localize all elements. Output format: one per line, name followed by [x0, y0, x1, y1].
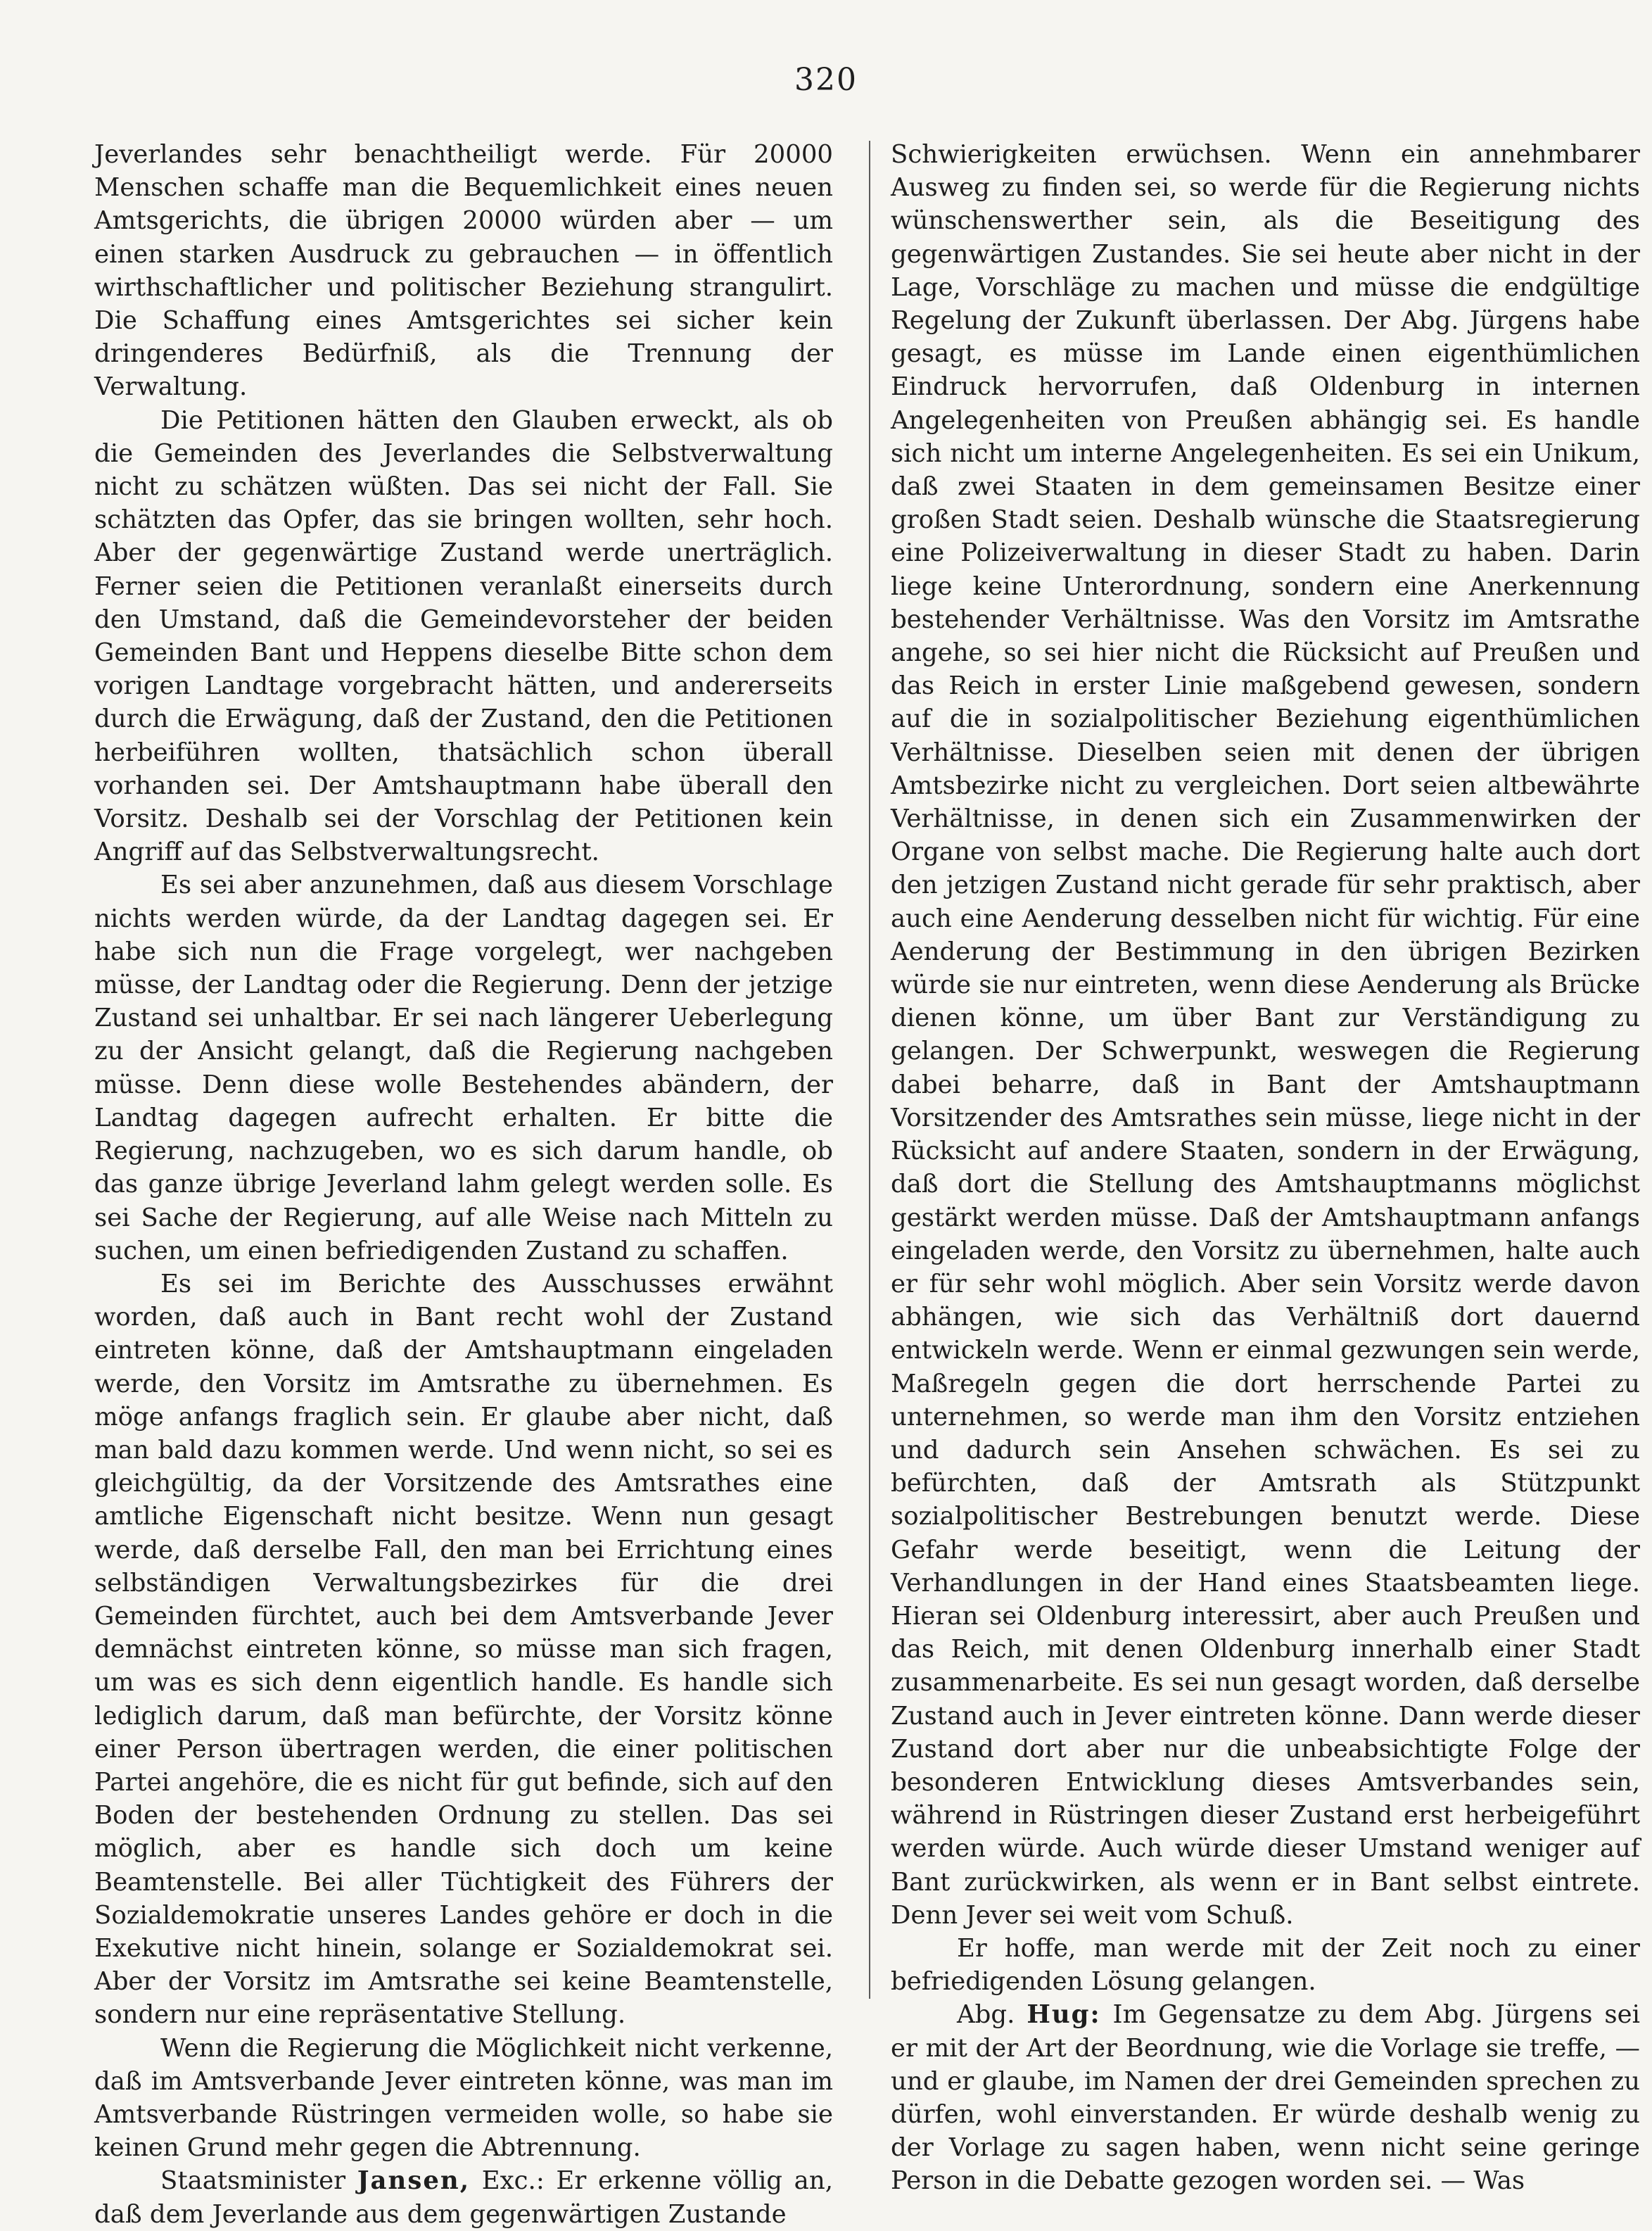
paragraph: Jeverlandes sehr benachtheiligt werde. Für 20000 Menschen schaffe man die Bequemlichkeit eines neuen Amtsgerichts, die übrigen 20000 würden aber — um einen starken Ausdruck zu gebrauchen — in öffentlich wirthschaftlicher und politischer Beziehung strangulirt. Die Schaffung eines Amtsgerichtes sei sicher kein dringenderes Bedürfniß, als die Trennung der Verwaltung.	[94, 140, 833, 402]
paragraph: Wenn die Regierung die Möglichkeit nicht verkenne, daß im Amtsverbande Jever eintreten könne, was man im Amtsverbande Rüstringen vermeiden wolle, so habe sie keinen Grund mehr gegen die Abtrennung.	[94, 2033, 833, 2163]
speaker-paragraph	[94, 2164, 833, 2230]
speaker-paragraph	[891, 1998, 1640, 2197]
paragraph: Schwierigkeiten erwüchsen. Wenn ein annehmbarer Ausweg zu finden sei, so werde für die Regierung nichts wünschenswerther sein, als die Beseitigung des gegenwärtigen Zustandes. Sie sei heute aber nicht in der Lage, Vorschläge zu machen und müsse die endgültige Regelung der Zukunft überlassen. Der Abg. Jürgens habe gesagt, es müsse im Lande einen eigenthümlichen Eindruck hervorrufen, daß Oldenburg in internen Angelegenheiten von Preußen abhängig sei. Es handle sich nicht um interne Angelegenheiten. Es sei ein Unikum, daß zwei Staaten in dem gemeinsamen Besitze einer großen Stadt seien. Deshalb wünsche die Staatsregierung eine Polizeiverwaltung in dieser Stadt zu haben. Darin liege keine Unterordnung, sondern eine Anerkennung bestehender Verhältnisse. Was den Vorsitz im Amtsrathe angehe, so sei hier nicht die Rücksicht auf Preußen und das Reich in erster Linie maßgebend gewesen, sondern auf die in sozialpolitischer Beziehung eigenthümlichen Verhältnisse. Dieselben seien mit denen der übrigen Amtsbezirke nicht zu vergleichen. Dort seien altbewährte Verhältnisse, in denen sich ein Zusammenwirken der Organe von selbst mache. Die Regierung halte auch dort den jetzigen Zustand nicht gerade für sehr praktisch, aber auch eine Aenderung desselben nicht für wichtig. Für eine Aenderung der Bestimmung in den übrigen Bezirken würde sie nur eintreten, wenn diese Aenderung als Brücke dienen könne, um über Bant zur Verständigung zu gelangen. Der Schwerpunkt, weswegen die Regierung dabei beharre, daß in Bant der Amtshauptmann Vorsitzender des Amtsrathes sein müsse, liege nicht in der Rücksicht auf andere Staaten, sondern in der Erwägung, daß dort die Stellung des Amtshauptmanns möglichst gestärkt werden müsse. Daß der Amtshauptmann anfangs eingeladen werde, den Vorsitz zu übernehmen, halte auch er für sehr wohl möglich. Aber sein Vorsitz werde davon abhängen, wie sich das Verhältniß dort dauernd entwickeln werde. Wenn er einmal gezwungen sein werde, Maßregeln gegen die dort herrschende Partei zu unternehmen, so werde man ihm den Vorsitz entziehen und dadurch sein Ansehen schwächen. Es sei zu befürchten, daß der Amtsrath als Stützpunkt sozialpolitischer Bestrebungen benutzt werde. Diese Gefahr werde beseitigt, wenn die Leitung der Verhandlungen in der Hand eines Staatsbeamten liege. Hieran sei Oldenburg interessirt, aber auch Preußen und das Reich, mit denen Oldenburg innerhalb einer Stadt zusammenarbeite. Es sei nun gesagt worden, daß derselbe Zustand auch in Jever eintreten könne. Dann werde dieser Zustand dort aber nur die unbeabsichtigte Folge der besonderen Entwicklung dieses Amtsverbandes sein, während in Rüstringen dieser Zustand erst herbeigeführt werden würde. Auch würde dieser Umstand weniger auf Bant zurückwirken, als wenn er in Bant selbst eintrete. Denn Jever sei weit vom Schuß.	[891, 140, 1640, 1930]
speech-text: Exc.: Er erkenne völlig an, daß dem Jeverlande aus dem gegenwärtigen Zustande	[94, 2166, 833, 2229]
paragraph: Es sei im Berichte des Ausschusses erwähnt worden, daß auch in Bant recht wohl der Zustand eintreten könne, daß der Amtshauptmann eingeladen werde, den Vorsitz im Amtsrathe zu übernehmen. Es möge anfangs fraglich sein. Er glaube aber nicht, daß man bald dazu kommen werde. Und wenn nicht, so sei es gleichgültig, da der Vorsitzende des Amtsrathes eine amtliche Eigenschaft nicht besitze. Wenn nun gesagt werde, daß derselbe Fall, den man bei Errichtung eines selbständigen Verwaltungsbezirkes für die drei Gemeinden fürchtet, auch bei dem Amtsverbande Jever demnächst eintreten könne, so müsse man sich fragen, um was es sich denn eigentlich handle. Es handle sich lediglich darum, daß man befürchte, der Vorsitz könne einer Person übertragen werden, die einer politischen Partei angehöre, die es nicht für gut befinde, sich auf den Boden der bestehenden Ordnung zu stellen. Das sei möglich, aber es handle sich doch um keine Beamtenstelle. Bei aller Tüchtigkeit des Führers der Sozialdemokratie unseres Landes gehöre er doch in die Exekutive nicht hinein, solange er Sozialdemokrat sei. Aber der Vorsitz im Amtsrathe sei keine Beamtenstelle, sondern nur eine repräsentative Stellung.	[94, 1269, 833, 2030]
paragraph: Er hoffe, man werde mit der Zeit noch zu einer befriedigenden Lösung gelangen.	[891, 1933, 1640, 1997]
right-column	[891, 138, 1640, 2198]
speech-text: Im Gegensatze zu dem Abg. Jürgens sei er mit der Art der Beordnung, wie die Vorlage sie treffe, — und er glaube, im Namen der drei Gemeinden sprechen zu dürfen, wohl einverstanden. Er würde deshalb wenig zu der Vorlage zu sagen haben, wenn nicht seine geringe Person in die Debatte gezogen worden sei. — Was	[891, 2000, 1641, 2196]
left-column	[94, 138, 833, 2231]
page-number: 320	[794, 62, 858, 98]
speaker-title: Abg.	[957, 2000, 1027, 2030]
paragraph: Die Petitionen hätten den Glauben erweckt, als ob die Gemeinden des Jeverlandes die Selbstverwaltung nicht zu schätzen wüßten. Das sei nicht der Fall. Sie schätzten das Opfer, das sie bringen wollten, sehr hoch. Aber der gegenwärtige Zustand werde unerträglich. Ferner seien die Petitionen veranlaßt einerseits durch den Umstand, daß die Gemeindevorsteher der beiden Gemeinden Bant und Heppens dieselbe Bitte schon dem vorigen Landtage vorgebracht hätten, und andererseits durch die Erwägung, daß der Zustand, den die Petitionen herbeiführen wollten, thatsächlich schon überall vorhanden sei. Der Amtshauptmann habe überall den Vorsitz. Deshalb sei der Vorschlag der Petitionen kein Angriff auf das Selbstverwaltungsrecht.	[94, 405, 833, 867]
speaker-title: Staatsminister	[160, 2166, 357, 2196]
column-divider	[869, 141, 870, 1999]
paragraph: Es sei aber anzunehmen, daß aus diesem Vorschlage nichts werden würde, da der Landtag dagegen sei. Er habe sich nun die Frage vorgelegt, wer nachgeben müsse, der Landtag oder die Regierung. Denn der jetzige Zustand sei unhaltbar. Er sei nach längerer Ueberlegung zu der Ansicht gelangt, daß die Regierung nachgeben müsse. Denn diese wolle Bestehendes abändern, der Landtag dagegen aufrecht erhalten. Er bitte die Regierung, nachzugeben, wo es sich darum handle, ob das ganze übrige Jeverland lahm gelegt werden solle. Es sei Sache der Regierung, auf alle Weise nach Mitteln zu suchen, um einen befriedigenden Zustand zu schaffen.	[94, 871, 833, 1265]
speaker-name: Hug:	[1027, 2000, 1101, 2030]
speaker-name: Jansen,	[357, 2166, 471, 2196]
